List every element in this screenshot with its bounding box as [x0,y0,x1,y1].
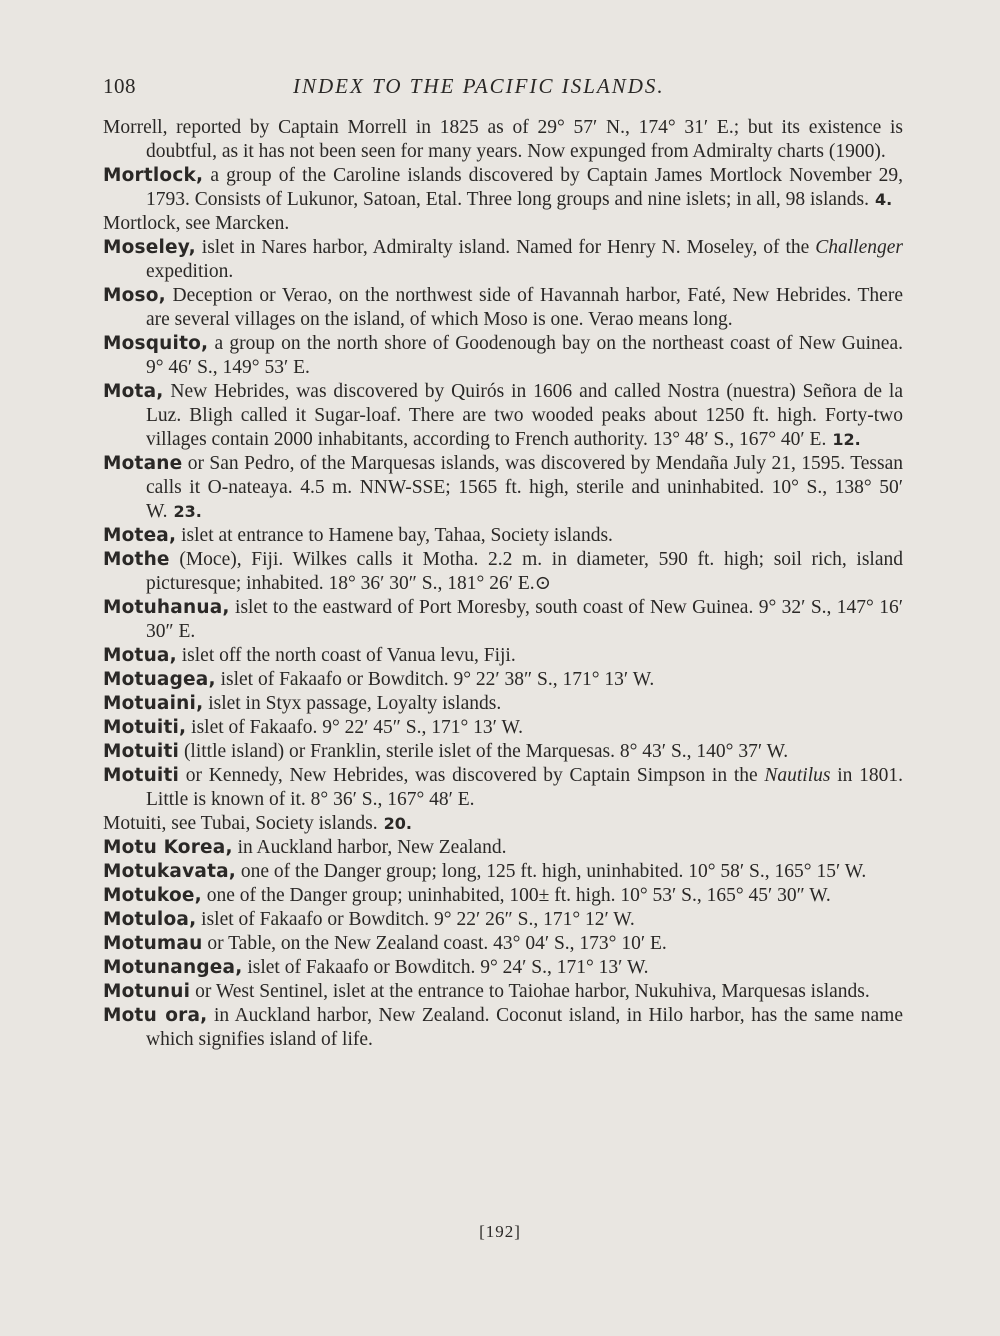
entry-text: or Kennedy, New Hebrides, was discovered by Captain Simpson in the [179,765,765,786]
index-entry [103,284,903,332]
entry-text: Mortlock, see Marcken. [103,213,290,234]
index-entry [103,116,903,164]
entry-headword: Moseley, [103,237,196,258]
entry-text: one of the Danger group; uninhabited, 100± ft. high. 10° 53′ S., 165° 45′ 30″ W. [201,885,831,906]
page-footer: [192] [479,1222,521,1241]
entry-text: (little island) or Franklin, sterile islet of the Marquesas. 8° 43′ S., 140° 37′ W. [179,741,789,762]
index-entry [103,884,903,908]
entry-text: or San Pedro, of the Marquesas islands, was discovered by Mendaña July 21, 1595. Tessan calls it O-nateaya. 4.5 m. NNW-SSE; 1565 ft. high, sterile and uninhabited. 10° S., 138° 50′ W. [146,453,903,522]
entry-headword: Motuaini, [103,693,204,714]
entry-headword: Moso, [103,285,166,306]
entry-headword: Motuiti [103,765,180,786]
index-entry [103,548,903,596]
entry-headword: Motuagea, [103,669,216,690]
entry-text: (Moce), Fiji. Wilkes calls it Motha. 2.2 m. in diameter, 590 ft. high; soil rich, island picturesque; inhabited. 18° 36′ 30″ S., 181° 26′ E.⊙ [146,549,903,594]
entry-chart-number: 12. [832,430,861,449]
entry-text-continued: in 1801. Little is known of it. 8° 36′ S., 167° 48′ E. [146,765,903,810]
index-entry [103,380,903,452]
entry-text: New Hebrides, was discovered by Quirós in 1606 and called Nostra (nuestra) Señora de la Luz. Bligh called it Sugar-loaf. There are two wooded peaks about 1250 ft. high. Forty-two villages contain 2000 inhabitants, according to French authority. 13° 48′ S., 167° 40′ E. [146,381,903,450]
entry-text: islet off the north coast of Vanua levu, Fiji. [176,645,516,666]
entry-headword: Motukavata, [103,861,237,882]
index-entry [103,596,903,644]
entry-text: islet in Nares harbor, Admiralty island. Named for Henry N. Moseley, of the [195,237,816,258]
page-number: 108 [103,74,136,98]
entry-headword: Mota, [103,381,164,402]
entry-text: one of the Danger group; long, 125 ft. high, uninhabited. 10° 58′ S., 165° 15′ W. [236,861,867,882]
entry-italic-text: Nautilus [764,765,831,786]
running-head: INDEX TO THE PACIFIC ISLANDS. [293,74,665,98]
entry-headword: Motuiti [103,741,180,762]
index-entry [103,956,903,980]
entry-headword: Motea, [103,525,177,546]
entry-headword: Motunui [103,981,191,1002]
entry-text: islet of Fakaafo or Bowditch. 9° 24′ S., 171° 13′ W. [242,957,649,978]
entry-text: in Auckland harbor, New Zealand. [232,837,507,858]
index-entry [103,764,903,812]
entry-text: or West Sentinel, islet at the entrance to Taiohae harbor, Nukuhiva, Marquesas islands. [190,981,870,1002]
index-entry [103,812,903,836]
entry-headword: Motu Korea, [103,837,233,858]
entry-text: or Table, on the New Zealand coast. 43° 04′ S., 173° 10′ E. [202,933,667,954]
entry-italic-text: Challenger [815,237,903,258]
page-header [103,74,900,104]
entry-headword: Motuhanua, [103,597,230,618]
entry-text: Deception or Verao, on the northwest side of Havannah harbor, Faté, New Hebrides. There are several villages on the island, of which Moso is one. Verao means long. [146,285,903,330]
entry-headword: Motumau [103,933,203,954]
index-entry [103,236,903,284]
entry-text: a group on the north shore of Goodenough bay on the northeast coast of New Guinea. 9° 46′ S., 149° 53′ E. [146,333,903,378]
index-entry [103,212,903,236]
entry-text: Motuiti, see Tubai, Society islands. [103,813,378,834]
entry-text: islet in Styx passage, Loyalty islands. [203,693,502,714]
index-entry [103,908,903,932]
index-entry [103,932,903,956]
entry-headword: Motuiti, [103,717,187,738]
index-entry [103,716,903,740]
entry-headword: Mosquito, [103,333,209,354]
entry-headword: Motane [103,453,183,474]
index-entries [103,116,903,1052]
index-entry [103,1004,903,1052]
index-entry [103,836,903,860]
index-entry [103,332,903,380]
index-entry [103,668,903,692]
entry-text: islet at entrance to Hamene bay, Tahaa, Society islands. [176,525,613,546]
entry-text: islet to the eastward of Port Moresby, south coast of New Guinea. 9° 32′ S., 147° 16′ 30″ E. [146,597,903,642]
index-entry [103,164,903,212]
entry-text: in Auckland harbor, New Zealand. Coconut island, in Hilo harbor, has the same name which signifies island of life. [146,1005,903,1050]
index-entry [103,740,903,764]
entry-chart-number: 4. [875,190,893,209]
entry-headword: Motukoe, [103,885,202,906]
index-entry [103,452,903,524]
entry-chart-number: 20. [383,814,412,833]
index-entry [103,644,903,668]
entry-headword: Mothe [103,549,170,570]
entry-headword: Motuloa, [103,909,197,930]
index-entry [103,692,903,716]
entry-text: islet of Fakaafo or Bowditch. 9° 22′ 38″ S., 171° 13′ W. [215,669,655,690]
entry-headword: Mortlock, [103,165,204,186]
entry-text-continued: expedition. [146,261,234,282]
index-entry [103,860,903,884]
entry-text: islet of Fakaafo or Bowditch. 9° 22′ 26″ S., 171° 12′ W. [196,909,635,930]
index-entry [103,524,903,548]
entry-chart-number: 23. [173,502,202,521]
entry-headword: Motu ora, [103,1005,208,1026]
entry-text: islet of Fakaafo. 9° 22′ 45″ S., 171° 13′ W. [186,717,523,738]
entry-headword: Motunangea, [103,957,243,978]
entry-headword: Motua, [103,645,177,666]
entry-text: Morrell, reported by Captain Morrell in 1825 as of 29° 57′ N., 174° 31′ E.; but its existence is doubtful, as it has not been seen for many years. Now expunged from Admiralty charts (1900). [103,117,903,162]
entry-text: a group of the Caroline islands discovered by Captain James Mortlock November 29, 1793. Consists of Lukunor, Satoan, Etal. Three long groups and nine islets; in all, 98 islands. [146,165,903,210]
index-entry [103,980,903,1004]
